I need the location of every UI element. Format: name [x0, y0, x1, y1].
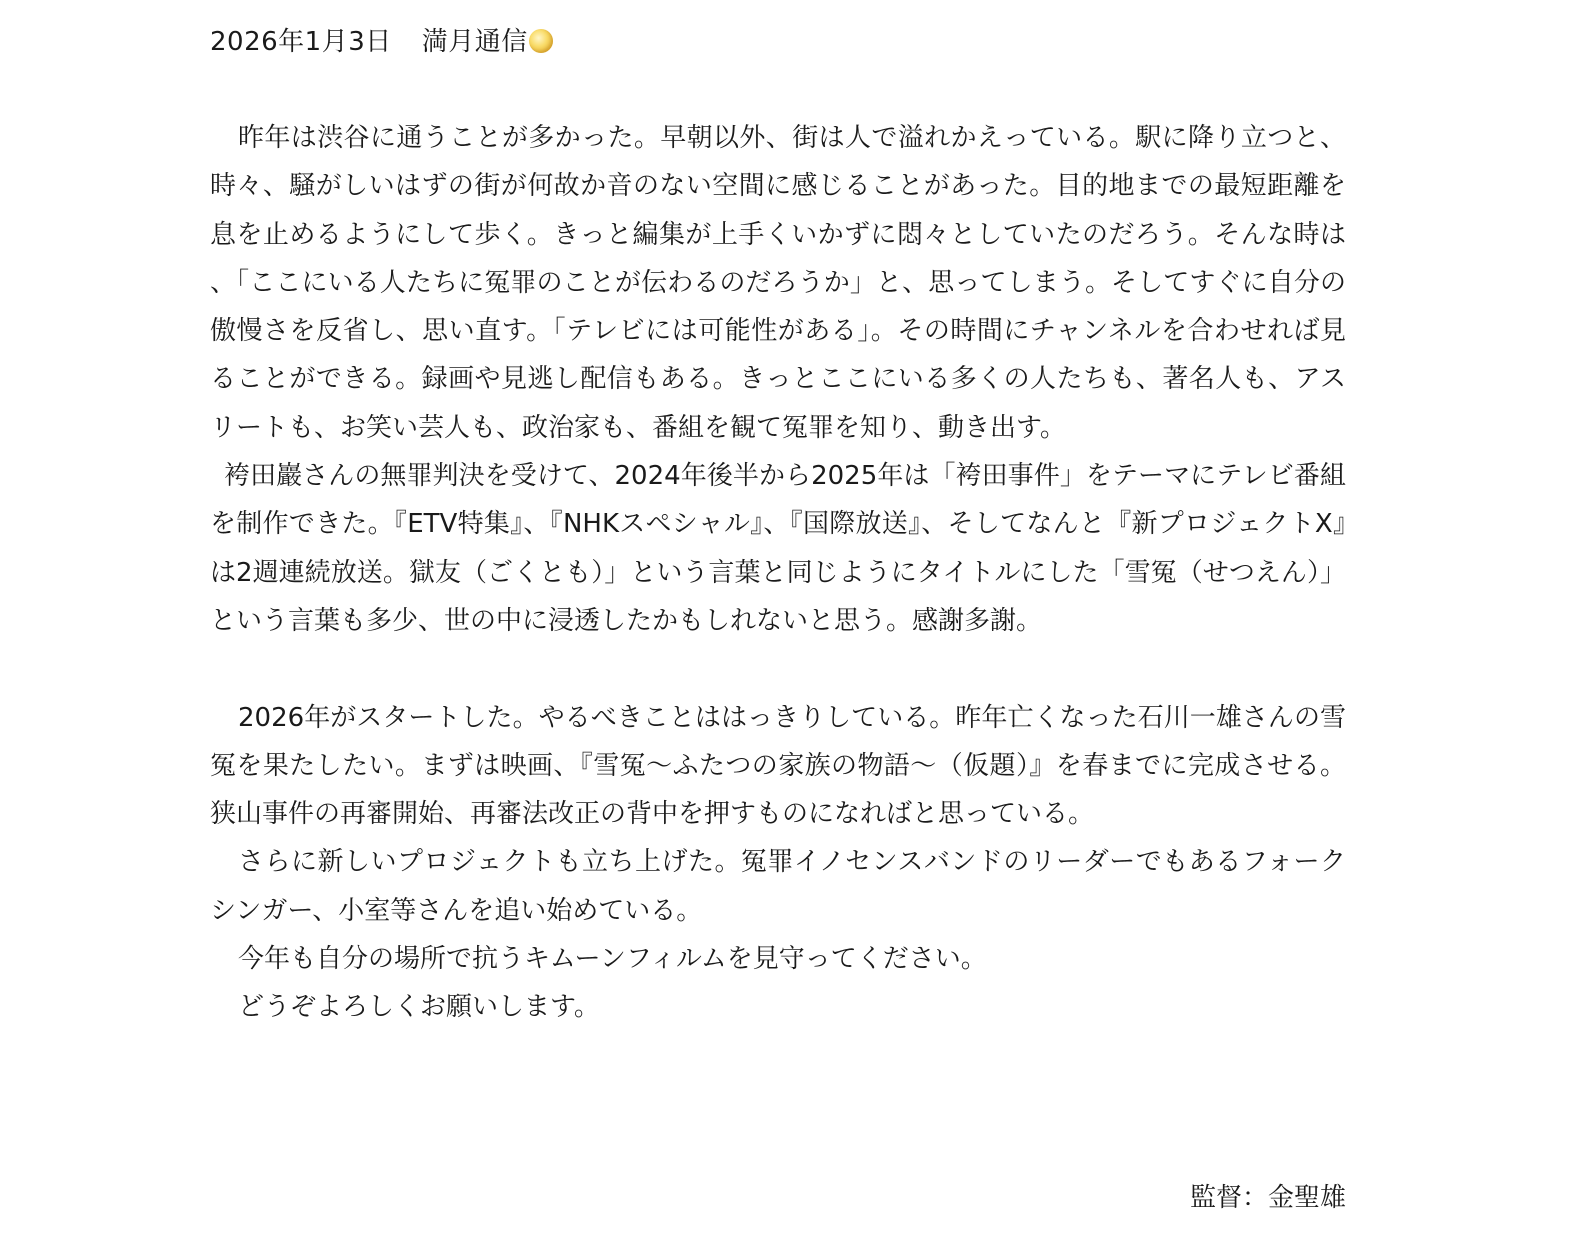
signature: 監督：金聖雄: [1189, 1183, 1346, 1213]
paragraph-hakamada: 袴田巖さんの無罪判決を受けて、2024年後半から2025年は「袴田事件」をテーマにテレビ番組を制作できた。『ETV特集』、『NHKスペシャル』、『国際放送』、そしてなんと『新プロジェクトX』は2週連続放送。獄友（ごくとも）」という言葉と同じようにタイトルにした「雪冤（せつえん）」という言葉も多少、世の中に浸透したかもしれないと思う。感謝多謝。: [210, 461, 1346, 636]
letter-title: 満月通信: [421, 27, 528, 57]
paragraph-shibuya: 昨年は渋谷に通うことが多かった。早朝以外、街は人で溢れかえっている。駅に降り立つと、時々、騒がしいはずの街が何故か音のない空間に感じることがあった。目的地までの最短距離を息を止めるようにして歩く。きっと編集が上手くいかずに悶々としていたのだろう。そんな時は、「ここにいる人たちに冤罪のことが伝わるのだろうか」と、思ってしまう。そしてすぐに自分の傲慢さを反省し、思い直す。「テレビには可能性がある」。その時間にチャンネルを合わせれば見ることができる。録画や見逃し配信もある。きっとここにいる多くの人たちも、著名人も、アスリートも、お笑い芸人も、政治家も、番組を観て冤罪を知り、動き出す。: [210, 123, 1346, 443]
paragraph-closing: どうぞよろしくお願いします。: [238, 992, 600, 1023]
letter-date: 2026年1月3日: [210, 27, 392, 57]
paragraph-new-project: さらに新しいプロジェクトも立ち上げた。冤罪イノセンスバンドのリーダーでもあるフォークシンガー、小室等さんを追い始めている。: [210, 847, 1346, 926]
letter-body: [210, 114, 1346, 1032]
full-moon-icon: [529, 29, 553, 53]
letter-heading: [210, 22, 553, 62]
paragraph-request: 今年も自分の場所で抗うキムーンフィルムを見守ってください。: [238, 944, 987, 975]
letter-page: [210, 0, 1346, 1248]
paragraph-spacer: [210, 645, 1346, 693]
paragraph-2026-start: 2026年がスタートした。やるべきことははっきりしている。昨年亡くなった石川一雄さんの雪冤を果たしたい。まずは映画、『雪冤～ふたつの家族の物語～（仮題）』を春までに完成させる。狭山事件の再審開始、再審法改正の背中を押すものになればと思っている。: [210, 702, 1346, 830]
